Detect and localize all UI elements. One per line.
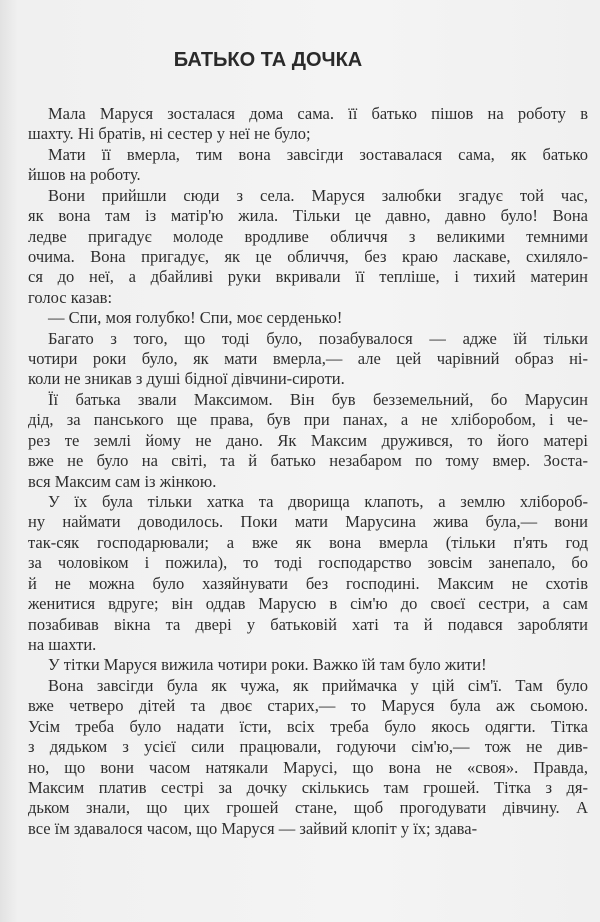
text-line: вся Максим сам із жінкою.: [28, 471, 217, 491]
text-line: з дядьком з усієї сили працювали, годуючи сім'ю,— тож не див-: [28, 737, 588, 757]
text-line: вже четверо дітей та двоє старих,— то Маруся була аж сьомою.: [28, 696, 588, 716]
text-line: шахту. Ні братів, ні сестер у неї не було;: [28, 124, 311, 144]
text-line: так-сяк господарювали; а вже як вона вмерла (тільки п'ять год: [28, 532, 588, 552]
paragraph: [28, 145, 588, 186]
text-line: вже не було на світі, та й батько незабаром по тому вмер. Зоста-: [28, 451, 588, 471]
text-line: очима. Вона пригадує, як це обличчя, без краю ласкаве, схиляло-: [28, 246, 588, 266]
page-title: БАТЬКО ТА ДОЧКА: [173, 49, 363, 71]
paragraph: [28, 308, 588, 328]
text-line: Її батька звали Максимом. Він був безземельний, бо Марусин: [48, 389, 588, 409]
text-line: як вона там із матір'ю жила. Тільки це давно, давно було! Вона: [28, 206, 588, 226]
paragraph: [28, 492, 588, 655]
text-line: Усім треба було надати їсти, всіх треба було якось одягти. Тітка: [28, 716, 588, 736]
paragraph: [28, 186, 588, 309]
text-line: Мала Маруся зосталася дома сама. її батько пішов на роботу в: [48, 104, 588, 123]
text-line: коли не зникав з душі бідної дівчини-сироти.: [28, 369, 345, 389]
text-line: Мати її вмерла, тим вона завсігди зоставалася сама, як батько: [48, 144, 588, 164]
paragraph: [28, 329, 588, 390]
text-line: но, що вони часом натякали Марусі, що вона не «своя». Правда,: [28, 757, 588, 777]
text-line: Вони прийшли сюди з села. Маруся залюбки згадує той час,: [48, 185, 588, 205]
text-line: Багато з того, що тоді було, позабувалося — адже їй тільки: [48, 328, 588, 348]
text-line: У тітки Маруся вижила чотири роки. Важко їй там було жити!: [48, 655, 487, 675]
text-line: на шахти.: [28, 634, 97, 654]
text-line: позабивав вікна та двері у батьковій хаті та й подався заробляти: [28, 614, 588, 634]
text-line: У їх була тільки хатка та дворища клапоть, а землю хлібороб-: [48, 492, 588, 512]
text-line: дьком знали, що цих грошей стане, щоб прогодувати дівчину. А: [28, 798, 588, 818]
paragraph: [28, 104, 588, 145]
text-line: Максим платив сестрі за дочку скількись там грошей. Тітка з дя-: [28, 777, 588, 797]
text-line: йшов на роботу.: [28, 165, 141, 185]
text-line: все їм здавалося часом, що Маруся — зайвий клопіт у їх; здава-: [28, 818, 478, 838]
text-line: ледве пригадує молоде вродливе обличчя з великими темними: [28, 226, 588, 246]
body-text: [28, 104, 588, 839]
text-line: дід, за панського ще права, був при панах, а не хліборобом, і че-: [28, 410, 588, 430]
paragraph: [28, 390, 588, 492]
text-line: женитися вдруге; він оддав Марусю в сім'ю до своєї сестри, а сам: [28, 594, 588, 614]
text-line: голос казав:: [28, 287, 113, 307]
text-line: ся до неї, а дбайливі руки вкривали її тепліше, і тихий материн: [28, 267, 588, 287]
paragraph: [28, 676, 588, 839]
text-line: — Спи, моя голубко! Спи, моє серденько!: [48, 308, 343, 328]
text-line: ну наймати доводилось. Поки мати Марусина жива була,— вони: [28, 512, 588, 532]
paragraph: [28, 655, 588, 675]
text-line: й не можна було хазяйнувати без господині. Максим не схотів: [28, 573, 588, 593]
text-line: за чоловіком і пожила), то тоді господарство зовсім занепало, бо: [28, 553, 588, 573]
text-line: чотири роки було, як мати вмерла,— але цей чарівний образ ні-: [28, 349, 588, 369]
text-line: Вона завсігди була як чужа, як приймачка у цій сім'ї. Там було: [48, 675, 588, 695]
text-line: рез те землі йому не дано. Як Максим дружився, то його матері: [28, 430, 588, 450]
